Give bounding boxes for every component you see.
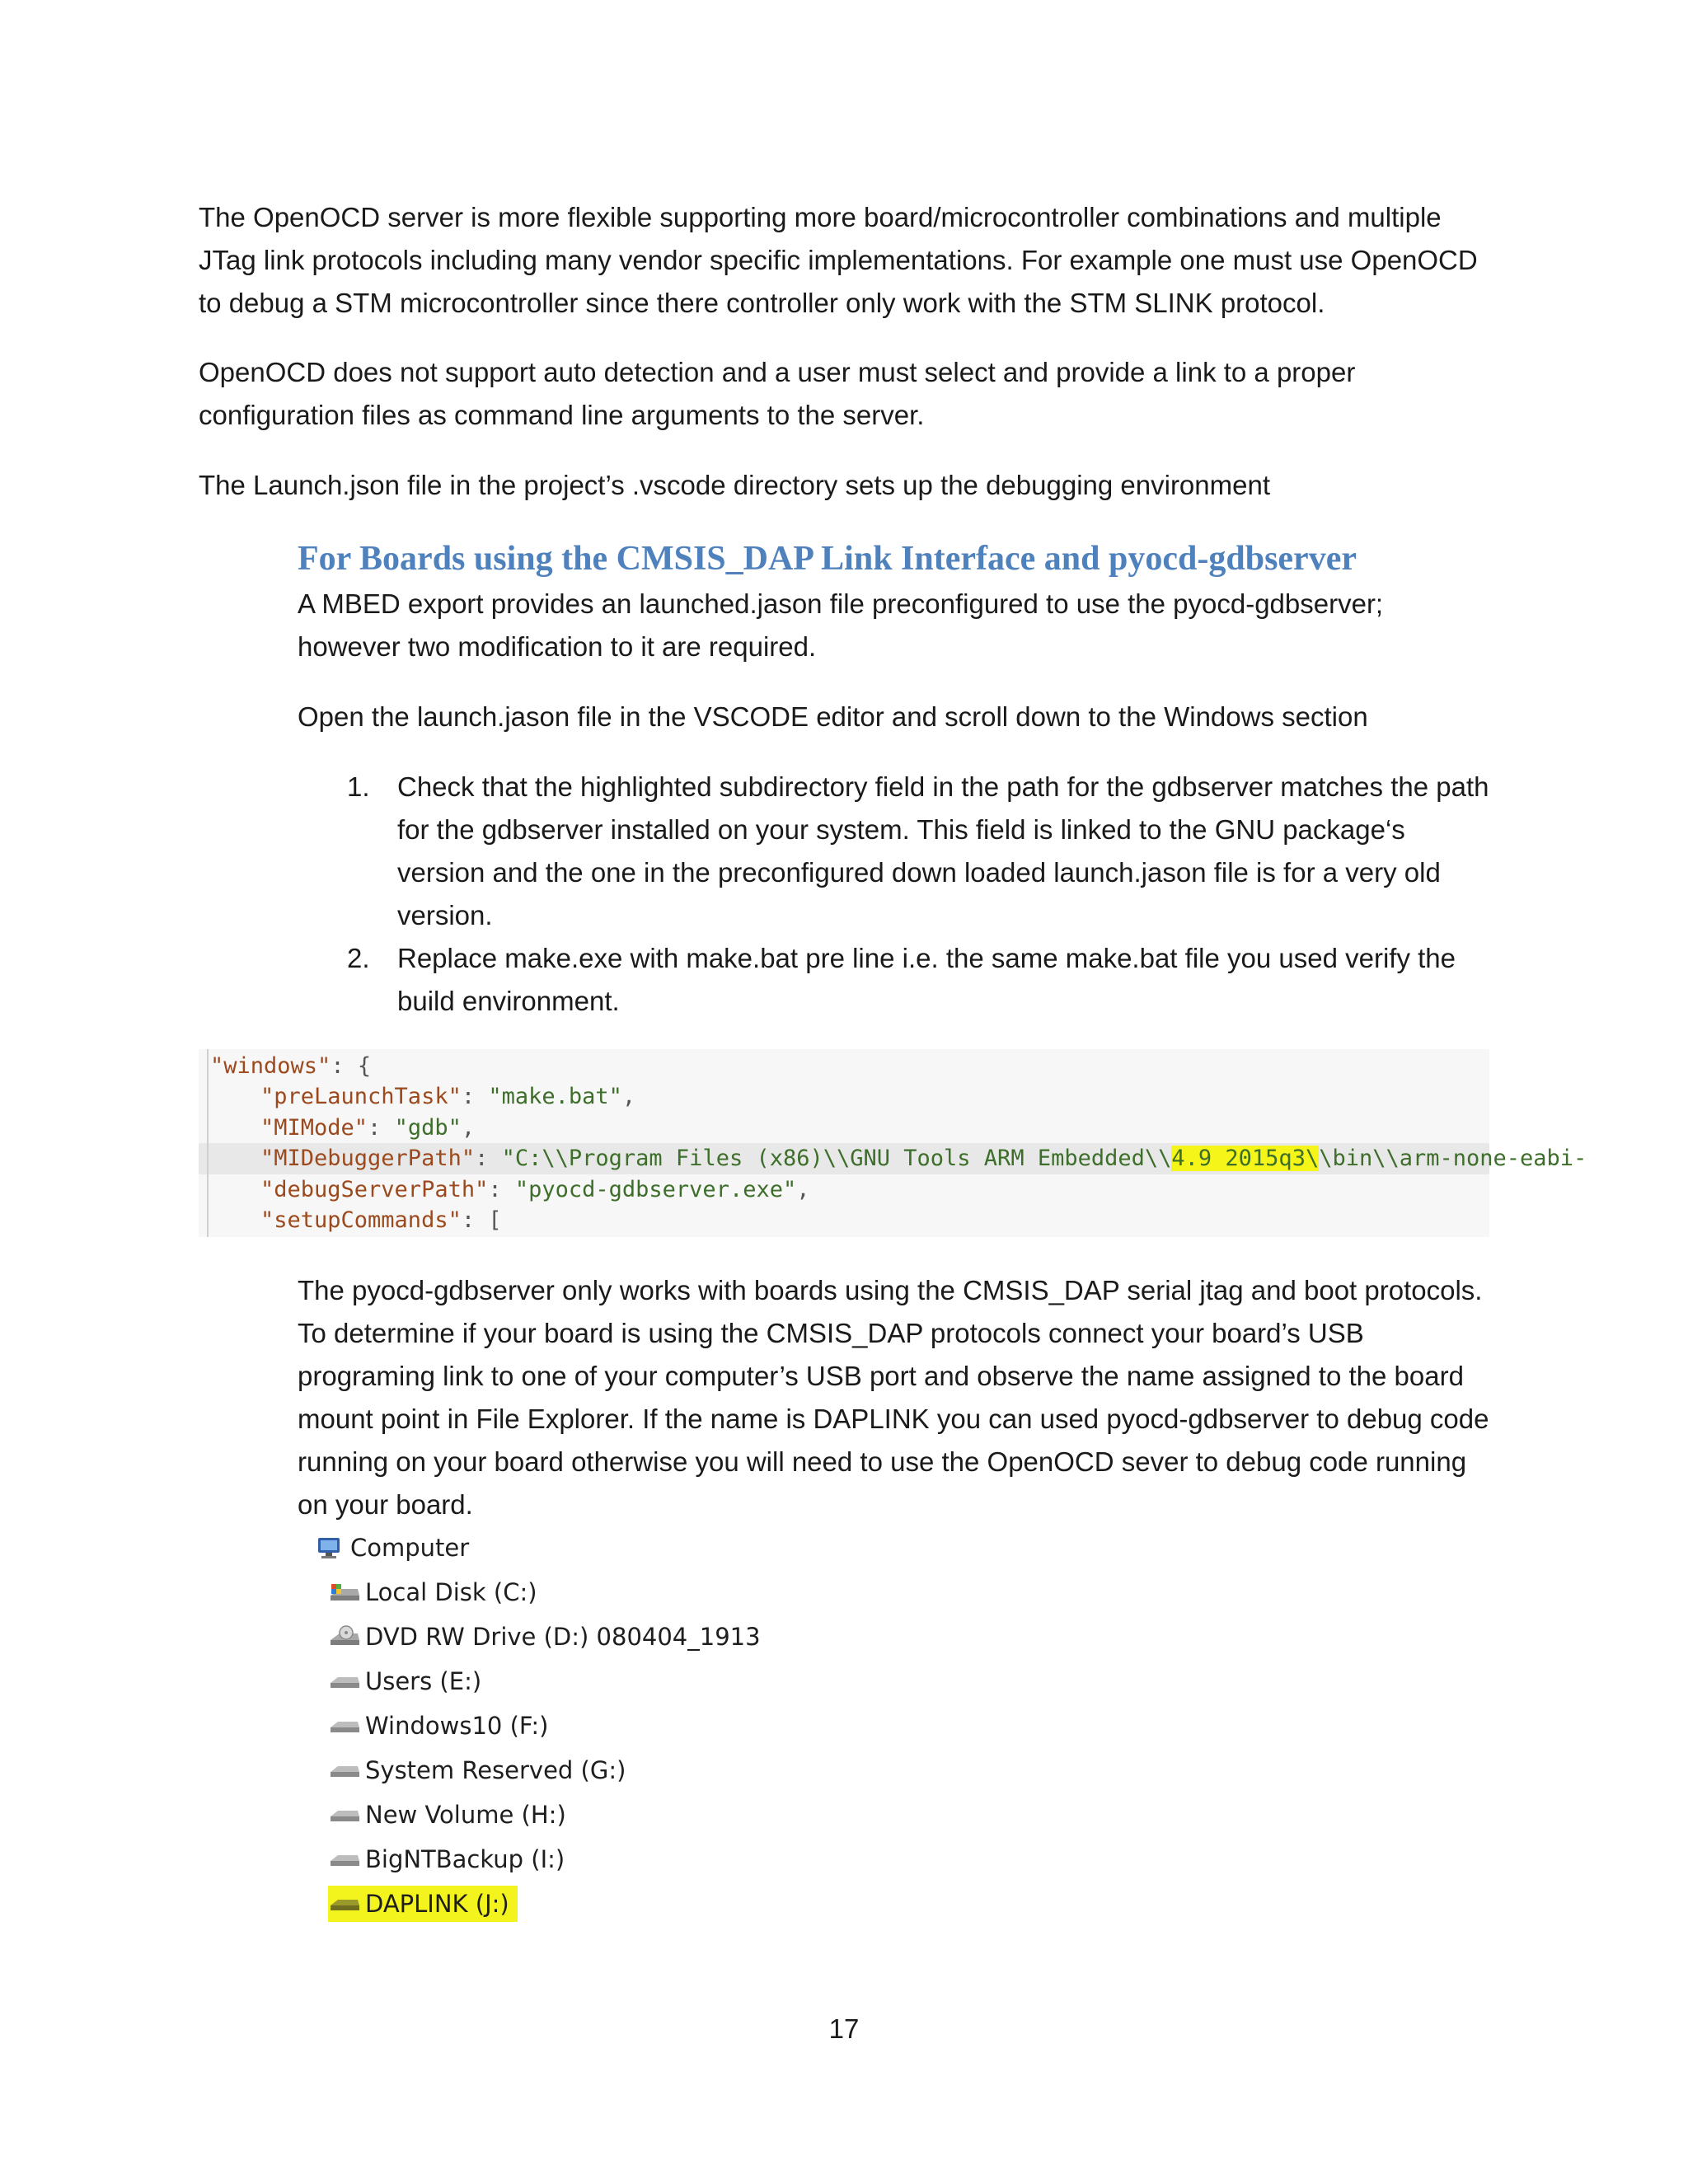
- code-line: [199, 1051, 1489, 1082]
- list-item: [347, 937, 1493, 1023]
- drive-icon: [328, 1848, 361, 1871]
- explorer-item-label: Windows10 (F:): [365, 1712, 549, 1740]
- computer-icon: [313, 1536, 346, 1559]
- explorer-item-label: DAPLINK (J:): [365, 1890, 509, 1918]
- step-number: 2.: [347, 943, 370, 973]
- drive-icon: [328, 1670, 361, 1693]
- code-punct: :: [368, 1115, 395, 1141]
- section-heading: For Boards using the CMSIS_DAP Link Interface and pyocd-gdbserver: [298, 540, 1357, 578]
- highlighted-version-dir: 4.9 2015q3\: [1171, 1146, 1320, 1171]
- dvd-drive-icon: [328, 1625, 361, 1648]
- code-line: [199, 1081, 1489, 1113]
- code-key: "MIMode": [260, 1115, 368, 1141]
- list-item: [347, 766, 1493, 937]
- code-punct: ,: [621, 1084, 636, 1109]
- code-value: "gdb": [394, 1115, 462, 1141]
- code-key: "windows": [210, 1053, 331, 1079]
- code-punct: : {: [331, 1053, 372, 1079]
- modification-steps-list: [347, 766, 1493, 1023]
- explorer-item-label: DVD RW Drive (D:) 080404_1913: [365, 1623, 761, 1651]
- code-value: \bin\\arm-none-eabi-: [1319, 1146, 1587, 1171]
- explorer-item-daplink: [328, 1886, 518, 1922]
- code-line: [199, 1205, 1489, 1236]
- code-value: "pyocd-gdbserver.exe": [514, 1177, 797, 1202]
- code-punct: :: [475, 1146, 502, 1171]
- drive-icon: [328, 1714, 361, 1737]
- indent-guide: [207, 1049, 209, 1237]
- code-punct: :: [461, 1084, 489, 1109]
- code-key: "MIDebuggerPath": [260, 1146, 476, 1171]
- openocd-flexibility-paragraph: The OpenOCD server is more flexible supporting more board/microcontroller combinations and multiple JTag link protocols including many vendor specific implementations. For example one must use OpenOCD to debug a STM microcontroller since there controller only work with the STM SLINK protocol.: [199, 202, 1478, 318]
- step-text: Check that the highlighted subdirectory field in the path for the gdbserver matches the path for the gdbserver installed on your system. This field is linked to the GNU package‘s version and the one in the preconfigured down loaded launch.jason file is for a very old version.: [397, 771, 1489, 930]
- mbed-export-paragraph: A MBED export provides an launched.jason file preconfigured to use the pyocd-gdbserver; however two modification to it are required.: [298, 588, 1384, 662]
- pyocd-explanation-paragraph: The pyocd-gdbserver only works with boards using the CMSIS_DAP serial jtag and boot protocols. To determine if your board is using the CMSIS_DAP protocols connect your board’s USB programing link to one of your computer’s USB port and observe the name assigned to the board mount point in File Explorer. If the name is DAPLINK you can used pyocd-gdbserver to debug code running on your board otherwise you will need to use the OpenOCD sever to debug code running on your board.: [298, 1275, 1489, 1520]
- explorer-item-label: BigNTBackup (I:): [365, 1845, 565, 1873]
- explorer-item-label: Computer: [350, 1534, 470, 1562]
- explorer-item-label: Users (E:): [365, 1667, 482, 1695]
- code-punct: ,: [461, 1115, 476, 1141]
- code-line: [199, 1113, 1489, 1144]
- page-number: 17: [828, 2013, 860, 2044]
- launch-json-paragraph: The Launch.json file in the project’s .vscode directory sets up the debugging environment: [199, 470, 1271, 500]
- launch-json-code-screenshot: [199, 1049, 1587, 1237]
- code-key: "preLaunchTask": [260, 1084, 462, 1109]
- step-number: 1.: [347, 771, 370, 802]
- explorer-item-label: Local Disk (C:): [365, 1578, 537, 1606]
- local-disk-icon: [328, 1581, 361, 1604]
- drive-icon: [328, 1759, 361, 1782]
- code-key: "debugServerPath": [260, 1177, 489, 1202]
- code-punct: : [: [461, 1207, 502, 1233]
- drive-icon: [328, 1803, 361, 1826]
- step-text: Replace make.exe with make.bat pre line i.e. the same make.bat file you used verify the build environment.: [397, 943, 1456, 1016]
- explorer-item-label: System Reserved (G:): [365, 1756, 626, 1784]
- drive-icon: [328, 1892, 361, 1915]
- code-line: [199, 1174, 1489, 1206]
- file-explorer-screenshot: [298, 1525, 760, 1937]
- openocd-autodetect-paragraph: OpenOCD does not support auto detection and a user must select and provide a link to a proper configuration files as command line arguments to the server.: [199, 357, 1356, 430]
- code-line-current: [199, 1143, 1587, 1174]
- open-launch-json-paragraph: Open the launch.jason file in the VSCODE editor and scroll down to the Windows section: [298, 701, 1368, 732]
- code-punct: ,: [796, 1177, 810, 1202]
- code-value: "make.bat": [488, 1084, 622, 1109]
- code-key: "setupCommands": [260, 1207, 462, 1233]
- code-punct: :: [488, 1177, 515, 1202]
- code-value: "C:\\Program Files (x86)\\GNU Tools ARM Embedded\\: [501, 1146, 1172, 1171]
- explorer-item-label: New Volume (H:): [365, 1801, 566, 1829]
